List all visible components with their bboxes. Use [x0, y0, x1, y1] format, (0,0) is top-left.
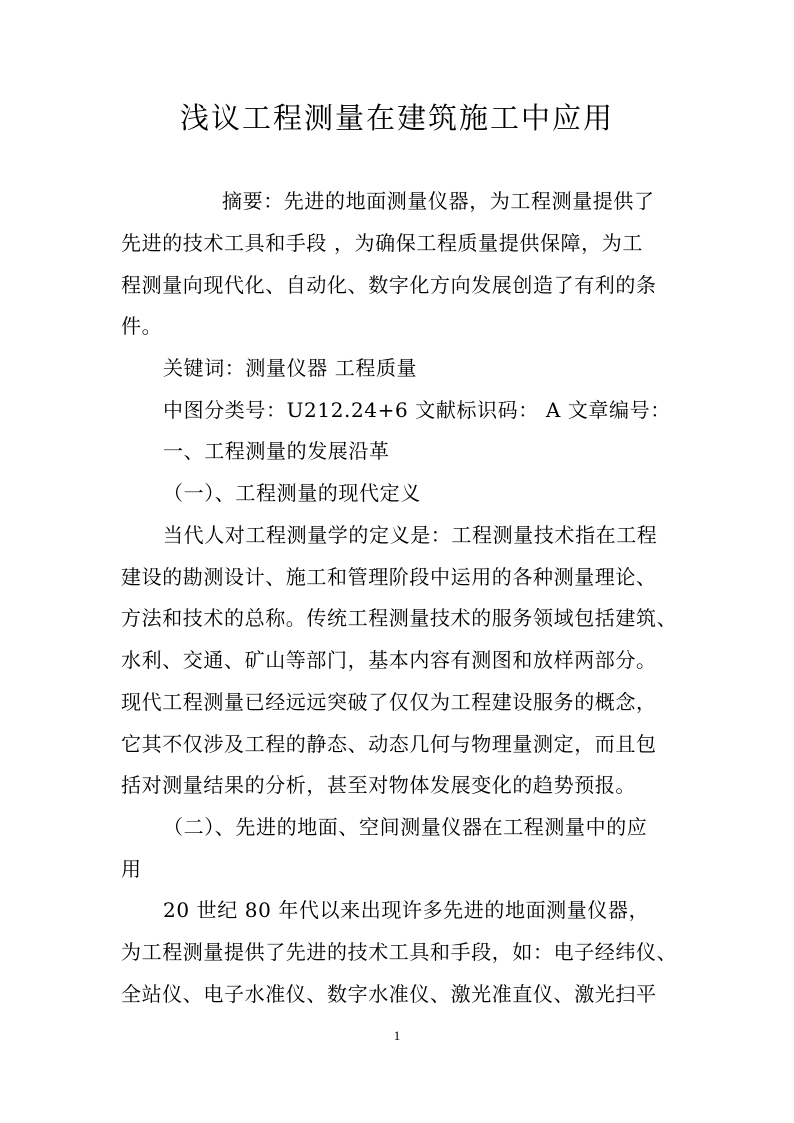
paragraph-1-line-2: 建设的勘测设计、施工和管理阶段中运用的各种测量理论、 — [121, 565, 657, 589]
abstract-line-2: 先进的技术工具和手段 ，为确保工程质量提供保障，为工 — [121, 231, 643, 255]
paragraph-1-line-3: 方法和技术的总称。传统工程测量技术的服务领域包括建筑、 — [121, 606, 678, 630]
abstract-line-1: 摘要：先进的地面测量仪器，为工程测量提供了 — [222, 189, 655, 213]
paragraph-1-line-1: 当代人对工程测量学的定义是：工程测量技术指在工程 — [163, 523, 658, 547]
subsection-heading-2-line-2: 用 — [121, 857, 142, 881]
keywords-line: 关键词：测量仪器 工程质量 — [163, 356, 418, 380]
paragraph-1-line-5: 现代工程测量已经远远突破了仅仅为工程建设服务的概念， — [121, 690, 657, 714]
document-title: 浅议工程测量在建筑施工中应用 — [179, 101, 614, 135]
subsection-heading-2-line-1: （二）、先进的地面、空间测量仪器在工程测量中的应 — [163, 815, 648, 839]
paragraph-2-line-1: 20 世纪 80 年代以来出现许多先进的地面测量仪器， — [163, 898, 650, 922]
paragraph-1-line-4: 水利、交通、矿山等部门，基本内容有测图和放样两部分。 — [121, 648, 657, 672]
paragraph-2-line-3: 全站仪、电子水准仪、数字水准仪、激光准直仪、激光扫平 — [121, 982, 657, 1006]
section-heading-1: 一、工程测量的发展沿革 — [163, 439, 390, 463]
abstract-line-3: 程测量向现代化、自动化、数字化方向发展创造了有利的条 — [121, 273, 657, 297]
paragraph-1-line-7: 括对测量结果的分析，甚至对物体发展变化的趋势预报。 — [121, 773, 636, 797]
paragraph-1-line-6: 它其不仅涉及工程的静态、动态几何与物理量测定，而且包 — [121, 732, 657, 756]
page-number: 1 — [393, 1028, 401, 1043]
subsection-heading-1: （一）、工程测量的现代定义 — [163, 481, 421, 505]
abstract-line-4: 件。 — [121, 314, 163, 338]
classification-line: 中图分类号：U212.24+6 文献标识码： A 文章编号： — [163, 398, 671, 422]
paragraph-2-line-2: 为工程测量提供了先进的技术工具和手段，如：电子经纬仪、 — [121, 940, 678, 964]
